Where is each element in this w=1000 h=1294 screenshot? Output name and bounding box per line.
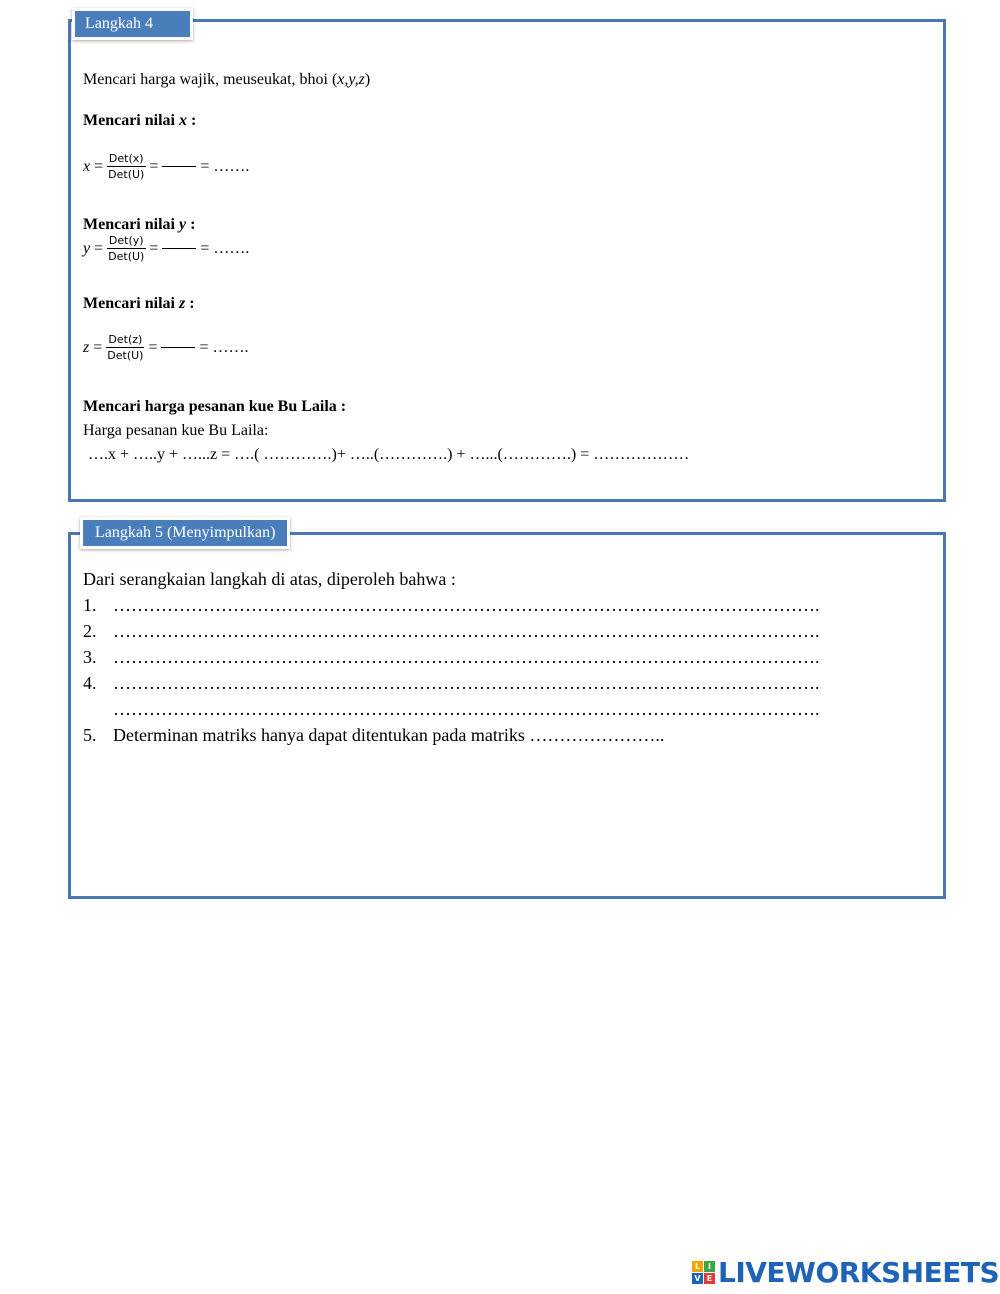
- step4-intro: Mencari harga wajik, meuseukat, bhoi (x,y,z): [83, 71, 371, 88]
- z-heading: Mencari nilai z :: [83, 295, 195, 312]
- step5-intro: Dari serangkaian langkah di atas, diperoleh bahwa :: [83, 569, 456, 589]
- z-blank-fraction[interactable]: [161, 347, 195, 348]
- y-heading: Mencari nilai y :: [83, 216, 196, 233]
- conclusion-item[interactable]: 4. ……………………………………………………………………………………………………….: [83, 673, 820, 693]
- conclusion-item[interactable]: ……………………………………………………………………………………………………….: [113, 699, 820, 719]
- y-fraction: $\frac{\text{Det(y)}}{\text{Det(U)}}$: [108, 234, 145, 263]
- liveworksheets-logo: [692, 1256, 999, 1289]
- conclusion-item[interactable]: 1. ……………………………………………………………………………………………………….: [83, 595, 820, 615]
- step5-title: Langkah 5 (Menyimpulkan): [80, 517, 290, 549]
- z-result[interactable]: = …….: [199, 338, 249, 356]
- x-heading: Mencari nilai x :: [83, 112, 197, 129]
- conclusion-item[interactable]: 2. ……………………………………………………………………………………………………….: [83, 621, 820, 641]
- z-fraction: $\frac{\text{Det(z)}}{\text{Det(U)}}$: [107, 333, 144, 362]
- logo-text: LIVEWORKSHEETS: [718, 1256, 1000, 1289]
- x-equation: x = $\frac{\text{Det(x)}}{\text{Det(U)}}$ = = …….: [83, 152, 250, 181]
- order-label: Harga pesanan kue Bu Laila:: [83, 422, 269, 439]
- z-equation: z = $\frac{\text{Det(z)}}{\text{Det(U)}}$ = = …….: [83, 333, 249, 362]
- conclusion-item[interactable]: 3. ……………………………………………………………………………………………………….: [83, 647, 820, 667]
- y-equation: y = $\frac{\text{Det(y)}}{\text{Det(U)}}$ = = …….: [83, 234, 250, 263]
- y-result[interactable]: = …….: [200, 239, 250, 257]
- order-formula[interactable]: ….x + …..y + …...z = ….( ………….)+ …..(………….) + …...(………….) = ………………: [88, 446, 690, 463]
- order-heading: Mencari harga pesanan kue Bu Laila :: [83, 398, 347, 415]
- step4-title: Langkah 4: [72, 8, 193, 40]
- logo-tiles-icon: L I V E: [692, 1261, 715, 1284]
- x-fraction: $\frac{\text{Det(x)}}{\text{Det(U)}}$: [108, 152, 145, 181]
- x-result[interactable]: = …….: [200, 157, 250, 175]
- y-blank-fraction[interactable]: [162, 248, 196, 249]
- conclusion-item[interactable]: 5. Determinan matriks hanya dapat ditentukan pada matriks …………………..: [83, 725, 665, 745]
- x-blank-fraction[interactable]: [162, 166, 196, 167]
